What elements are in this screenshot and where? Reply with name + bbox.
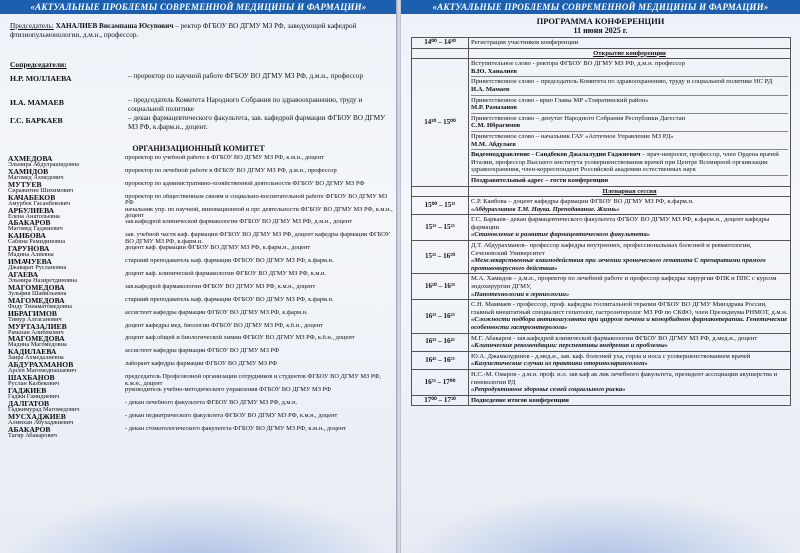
program-time: 17⁰⁰ – 17³⁰ — [412, 395, 469, 406]
member-surname: МАГОМЕДОВА — [8, 334, 65, 344]
program-content — [469, 241, 791, 274]
member-surname: АБАКАРОВ — [8, 218, 51, 228]
program-item — [471, 114, 788, 132]
program-time: 16⁵⁵ – 17⁰⁰ — [412, 369, 469, 395]
chairman-text: – ректор ФГБОУ ВО ДГМУ МЗ РФ, заведующий кафедрой фтизиопульмонологии, д.м.н., профессор. — [10, 22, 357, 39]
committee-member — [8, 219, 393, 232]
talk-title: «Нанотехнологии в герниологии» — [471, 290, 570, 298]
member-surname: АБДУРАХМАНОВ — [8, 360, 74, 370]
program-item — [471, 38, 788, 48]
member-position: проректор по общественным связям и социально-воспитательной работе ФГБОУ ВО ДГМУ МЗ РФ — [125, 193, 388, 207]
program-time: 14⁰⁰ – 14³⁰ — [412, 38, 469, 49]
program-item — [471, 300, 788, 332]
item-text: Открытие конференции — [593, 49, 666, 57]
member-position: проректор по лечебной работе в ФГБОУ ВО ДГМУ МЗ РФ, д.м.н., профессор — [125, 167, 337, 174]
committee-member — [8, 387, 393, 400]
decorative-glow — [401, 493, 800, 553]
cochair-desc: – декан фармацевтического факультета, зав. кафедрой фармации ФГБОУ ВО ДГМУ МЗ РФ, к.фарм.н., доцент. — [128, 114, 386, 131]
member-given-name: Джаварат Руслановна — [8, 264, 67, 272]
program-time — [412, 186, 469, 197]
cochair-name: Г.С. БАРКАЕВ — [10, 116, 63, 125]
item-text: Вступительное слово - ректора ФГБОУ ВО ДГМУ МЗ РФ, д.м.н. профессор — [471, 60, 685, 68]
program-time: 16¹⁰ – 16²⁵ — [412, 274, 469, 300]
member-position: руководитель учебно-методического управления ФГБОУ ВО ДГМУ МЗ РФ — [125, 387, 332, 394]
program-row — [412, 186, 791, 197]
decorative-glow — [0, 493, 397, 553]
committee-member — [8, 413, 393, 426]
item-text: Поздравительный адрес – гости конференции — [471, 176, 609, 184]
program-time: 16⁴⁵ – 16⁵⁵ — [412, 351, 469, 369]
member-position: ассистент кафедры фармации ФГБОУ ВО ДГМУ МЗ РФ, к.фарм.н. — [125, 309, 308, 316]
member-position: - декан лечебного факультета ФГБОУ ВО ДГМУ МЗ РФ, д.м.н. — [125, 399, 298, 406]
program-content — [469, 395, 791, 406]
member-given-name: Тимур Алгасанович — [8, 315, 62, 323]
item-text: С.Н. Маммаев - профессор, проф. кафедры госпитальной терапии ФГБОУ ВО ДГМУ Минздрава России, главный внештатный специалист гепатолог, гастроэнтеролог МЗ РФ по СКФО, член Президиума РНМОТ, д.м.н. — [471, 301, 788, 316]
org-committee-list — [8, 155, 393, 439]
member-given-name: Эльмира Абдулрашидовна — [8, 161, 80, 168]
member-position: зав.кафедрой клинической фармакологии ФГБОУ ВО ДГМУ МЗ РФ, д.м.н., доцент — [125, 219, 352, 226]
program-item — [471, 274, 788, 299]
member-surname: ДАЛГАТОВ — [8, 398, 50, 408]
speaker-name: М.М. Абдулаев — [471, 140, 516, 148]
program-item — [471, 370, 788, 395]
program-content — [469, 197, 791, 215]
program-time: 16³⁵ – 16⁴⁵ — [412, 333, 469, 351]
member-given-name: Сабина Рамидиновна — [8, 238, 66, 246]
program-time — [412, 48, 469, 59]
item-text: Ю.А. Джамалудинов - д.мед.н., зав. каф. болезней уха, горла и носа с усовершенствованием врачей — [471, 352, 751, 360]
program-row — [412, 300, 791, 333]
chairman-label: Председатель: — [10, 22, 54, 30]
member-position: - декан стоматологического факультета ФГБОУ ВО ДГМУ МЗ РФ, к.м.н., доцент — [125, 425, 346, 432]
member-surname: ХАМИДОВ — [8, 166, 49, 176]
item-text: Н.С.-М. Омаров - д.м.н. проф. и.о. зав каф ак лик лечебного факультета, президент ассоциации акушерства и гинекологии РД — [471, 370, 778, 386]
member-surname: АГАЕВА — [8, 270, 39, 280]
committee-member — [8, 207, 393, 220]
member-surname: ИМАЧУЕВА — [8, 257, 52, 267]
committee-member — [8, 297, 393, 310]
program-content — [469, 351, 791, 369]
member-given-name: Эльмира Назиретдиновна — [8, 277, 78, 285]
member-position: лаборант кафедры фармации ФГБОУ ВО ДГМУ МЗ РФ — [125, 361, 278, 368]
left-header: «АКТУАЛЬНЫЕ ПРОБЛЕМЫ СОВРЕМЕННОЙ МЕДИЦИНЫ И ФАРМАЦИИ» — [0, 0, 397, 14]
program-time: 14³⁰ – 15⁰⁰ — [412, 59, 469, 186]
chairman-name: ХАНАЛИЕВ Висампаша Юсупович — [55, 22, 174, 30]
member-given-name: Мадина Магомедовна — [8, 341, 67, 349]
committee-member — [8, 155, 393, 168]
program-title: ПРОГРАММА КОНФЕРЕНЦИИ — [536, 16, 665, 26]
program-row — [412, 48, 791, 59]
item-text: Приветственное слово - врио Главы МР «Тляратинский район» — [471, 96, 649, 104]
talk-title: «Казуистические случаи из практики оториноларинголога» — [471, 360, 648, 368]
program-content — [469, 38, 791, 49]
member-given-name: Рамазан Алибекович — [8, 328, 64, 336]
program-item — [471, 241, 788, 273]
member-given-name: Тагир Абакарович — [8, 431, 57, 439]
committee-member — [8, 245, 393, 258]
committee-member — [8, 374, 393, 387]
program-row — [412, 197, 791, 215]
member-surname: КАДИЛАЕВА — [8, 347, 57, 357]
member-given-name: Алимхан Абухаджиевич — [8, 418, 74, 426]
program-content — [469, 59, 791, 186]
program-row — [412, 369, 791, 395]
committee-member — [8, 284, 393, 297]
member-surname: МУТУЕВ — [8, 179, 42, 189]
program-row — [412, 395, 791, 406]
org-committee-title: ОРГАНИЗАЦИОННЫЙ КОМИТЕТ — [132, 144, 265, 153]
member-surname: МУРТАЗАЛИЕВ — [8, 321, 67, 331]
cochair-name: Н.Р. МОЛЛАЕВА — [10, 74, 72, 83]
member-surname: КАЧАБЕКОВ — [8, 192, 56, 202]
member-position: председатель Профсоюзной организации сотрудников и студентов ФГБОУ ВО ДГМУ МЗ РФ, к.м.н., доцент — [125, 374, 381, 387]
member-given-name: Амурбек Гасанбекович — [8, 199, 71, 207]
member-given-name: Арсен Магомедпашаевич — [8, 367, 77, 375]
member-position: проректор по административно-хозяйственной деятельности ФГБОУ ВО ДГМУ МЗ РФ — [125, 180, 365, 187]
committee-member — [8, 361, 393, 374]
program-item — [471, 77, 788, 95]
program-row — [412, 351, 791, 369]
left-page — [0, 0, 397, 553]
member-position: - декан педиатрического факультета ФГБОУ ВО ДГМУ МЗ РФ, к.м.н., доцент — [125, 412, 338, 419]
member-given-name: Сиражитин Шихимович — [8, 186, 74, 194]
member-position: зав.кафедрой фармакологии ФГБОУ ВО ДГМУ МЗ РФ, к.м.н., доцент — [125, 283, 316, 290]
talk-title: «Абдурахманов Т.М. Наука. Преподавание. Жизнь» — [471, 205, 620, 213]
cochair-desc: – проректор по научной работе ФГБОУ ВО ДГМУ МЗ РФ, д.м.н., профессор — [128, 72, 364, 80]
cochair-desc: – председатель Комитета Народного Собрания по здравоохранению, труду и социальной политике — [128, 96, 363, 113]
speaker-name: В.Ю. Ханалиев — [471, 67, 517, 75]
committee-member — [8, 400, 393, 413]
item-text: Пленарная сессия — [602, 187, 657, 195]
member-given-name: Заира Ахмедалиевна — [8, 354, 64, 362]
committee-member — [8, 168, 393, 181]
program-row — [412, 333, 791, 351]
program-item — [471, 197, 788, 214]
item-lead: Видеоподдравление - Саидбеков Джалалудин Гаджиевич — [471, 151, 641, 159]
committee-member — [8, 271, 393, 284]
program-time: 16²⁵ – 16³⁵ — [412, 300, 469, 333]
speaker-name: И.А. Мамаев — [471, 85, 510, 93]
speaker-name: С.М. Ибрагимов — [471, 122, 521, 130]
program-row — [412, 38, 791, 49]
member-position: старший преподаватель каф. фармации ФГБОУ ВО ДГМУ МЗ РФ, к.фарм.н. — [125, 296, 334, 303]
member-position: доцент каф. фармации ФГБОУ ВО ДГМУ МЗ РФ, к.фарм.н., доцент — [125, 245, 311, 252]
right-page — [401, 0, 800, 553]
member-surname: КАИБОВА — [8, 231, 46, 241]
program-item — [471, 132, 788, 150]
committee-member — [8, 194, 393, 207]
program-content — [469, 369, 791, 395]
program-item — [471, 176, 788, 186]
committee-member — [8, 323, 393, 336]
program-content — [469, 274, 791, 300]
item-text: Д.Т. Абдурахманов– профессор кафедры внутренних, профессиональных болезней и ревматологии, Сеченовский Университет — [471, 242, 752, 257]
item-text: Г.С. Баркаев– декан фармацевтического факультета ФГБОУ ВО ДГМУ МЗ РФ, к.фарм.н., доцент кафедры фармации — [471, 216, 770, 231]
program-item — [471, 96, 788, 114]
cochair-name: И.А. МАМАЕВ — [10, 98, 64, 107]
member-given-name: Гаджимурад Магомедович — [8, 405, 80, 413]
member-given-name: Зульфия Шамильевна — [8, 289, 67, 297]
member-position: зав. учебной части каф. фармации ФГБОУ ВО ДГМУ МЗ РФ, доцент кафедры фармации ФГБОУ ВО ДГМУ МЗ РФ, к.фарм.н. — [125, 232, 391, 245]
member-surname: МУСХАДЖИЕВ — [8, 411, 66, 421]
member-position: доцент каф.общей и биологической химии ФГБОУ ВО ДГМУ МЗ РФ, к.б.н., доцент — [125, 335, 355, 342]
item-text: Приветственное слово – начальник ГАУ «Аптечное Управление МЗ РД» — [471, 132, 674, 140]
committee-member — [8, 232, 393, 245]
item-text: Подведение итогов конференции — [471, 396, 569, 404]
item-text: Приветственное слово – председатель Комитета по здравоохранению, труду и социальной политике НС РД — [471, 78, 773, 86]
program-time: 15²⁵ – 16¹⁰ — [412, 241, 469, 274]
program-content — [469, 48, 791, 59]
program-time: 15¹⁵ – 15²⁵ — [412, 215, 469, 241]
talk-title: «Сложности подбора антикоагулянта при циррозе печени и коморбидном фармакотерапии. Генетические особенности гастроэнтеролога» — [471, 316, 788, 331]
program-content — [469, 215, 791, 241]
item-text: – врач-невролог, профессор, член Ордена врачей Италии, профессор Высшего института усовершенствования врачей при Центре Всемирной организации здравоохранения, член-корреспондент Российской академии естественных наук — [471, 151, 779, 174]
member-given-name: Гаджи Гамидиевич — [8, 393, 60, 401]
member-position: доцент каф. клинической фармакологии ФГБОУ ВО ДГМУ МЗ РФ, к.м.н. — [125, 271, 327, 278]
member-position: начальник упр. по научной, инновационной и орг. деятельности ФГБОУ ВО ДГМУ МЗ РФ, к.м.н., доцент — [125, 206, 393, 219]
program-item — [471, 334, 788, 351]
program-item — [471, 215, 788, 240]
program-content — [469, 300, 791, 333]
program-content — [469, 186, 791, 197]
member-given-name: Магомед Гаджиевич — [8, 225, 63, 233]
committee-member — [8, 181, 393, 194]
committee-member — [8, 258, 393, 271]
member-surname: ГАДЖИЕВ — [8, 386, 47, 396]
member-position: проректор по учебной работе в ФГБОУ ВО ДГМУ МЗ РФ, к.м.н., доцент — [125, 155, 324, 161]
program-content — [469, 333, 791, 351]
member-position: доцент кафедры мед. биологии ФГБОУ ВО ДГМУ МЗ РФ, к.б.н., доцент — [125, 322, 323, 329]
program-item — [471, 150, 788, 176]
member-surname: МАГОМЕДОВА — [8, 282, 65, 292]
right-header: «АКТУАЛЬНЫЕ ПРОБЛЕМЫ СОВРЕМЕННОЙ МЕДИЦИНЫ И ФАРМАЦИИ» — [401, 0, 800, 14]
member-given-name: Мадина Алиевна — [8, 251, 54, 259]
program-item — [471, 352, 788, 369]
member-surname: МАГОМЕДОВА — [8, 295, 65, 305]
talk-title: «Репродуктивное здоровье семей социального риска» — [471, 386, 626, 394]
committee-member — [8, 426, 393, 439]
member-surname: ШАХБАНОВ — [8, 373, 55, 383]
item-text: М.А. Хамидов – д.м.н., проректор по лечебной работе и профессор кафедры хирургии ФПК и ППС с курсом эндохирургии ДГМУ, — [471, 275, 777, 291]
program-row — [412, 274, 791, 300]
member-surname: АБАКАРОВ — [8, 424, 51, 434]
program-table — [411, 37, 791, 406]
member-given-name: Магомед Ахмедович — [8, 173, 64, 181]
member-position: старший преподаватель каф. фармации ФГБОУ ВО ДГМУ МЗ РФ, к.фарм.н. — [125, 258, 334, 265]
program-item — [471, 396, 788, 406]
program-row — [412, 215, 791, 241]
member-surname: АРБУЛИЕВА — [8, 205, 55, 215]
program-row — [412, 59, 791, 186]
item-text: С.Р. Каибова – доцент кафедры фармации ФГБОУ ВО ДГМУ МЗ РФ, к.фарм.н. — [471, 198, 694, 206]
member-surname: ИБРАГИМОВ — [8, 308, 57, 318]
program-date: 11 июня 2025 г. — [573, 26, 628, 35]
item-text: М.Г. Абакаров - зав.кафедрой клинической фармакологии ФГБОУ ВО ДГМУ МЗ РФ, д.мед.н., доцент — [471, 334, 758, 342]
item-text: Приветственное слово – депутат Народного Собрания Республики Дагестан — [471, 114, 686, 122]
talk-title: «Межлекарственные взаимодействия при лечении хронического гепатита С препаратами прямого противовирусного действия» — [471, 257, 766, 272]
committee-member — [8, 335, 393, 348]
program-item — [471, 59, 788, 77]
program-time: 15⁰⁰ – 15¹⁵ — [412, 197, 469, 215]
member-given-name: Фиду Тинаматомедовна — [8, 302, 72, 310]
item-text: Регистрация участников конференции — [471, 39, 579, 46]
member-surname: АХМЕДОВА — [8, 154, 53, 163]
speaker-name: М.Р. Рамазанов — [471, 104, 517, 112]
cochairs-title: Сопредседатели: — [10, 60, 67, 69]
program-item — [471, 187, 788, 197]
talk-title: «Становление и развитие фармацевтического факультета» — [471, 231, 651, 239]
talk-title: «Клинические рекомендации: перспективы внедрения и проблемы» — [471, 342, 668, 350]
program-row — [412, 241, 791, 274]
member-position: ассистент кафедры фармации ФГБОУ ВО ДГМУ МЗ РФ — [125, 348, 280, 355]
chairman-block — [10, 22, 385, 40]
committee-member — [8, 310, 393, 323]
member-surname: ГАРУНОВА — [8, 244, 50, 254]
member-given-name: Руслан Казбекович — [8, 380, 60, 388]
member-given-name: Елена Анатольевна — [8, 212, 60, 220]
program-item — [471, 49, 788, 59]
